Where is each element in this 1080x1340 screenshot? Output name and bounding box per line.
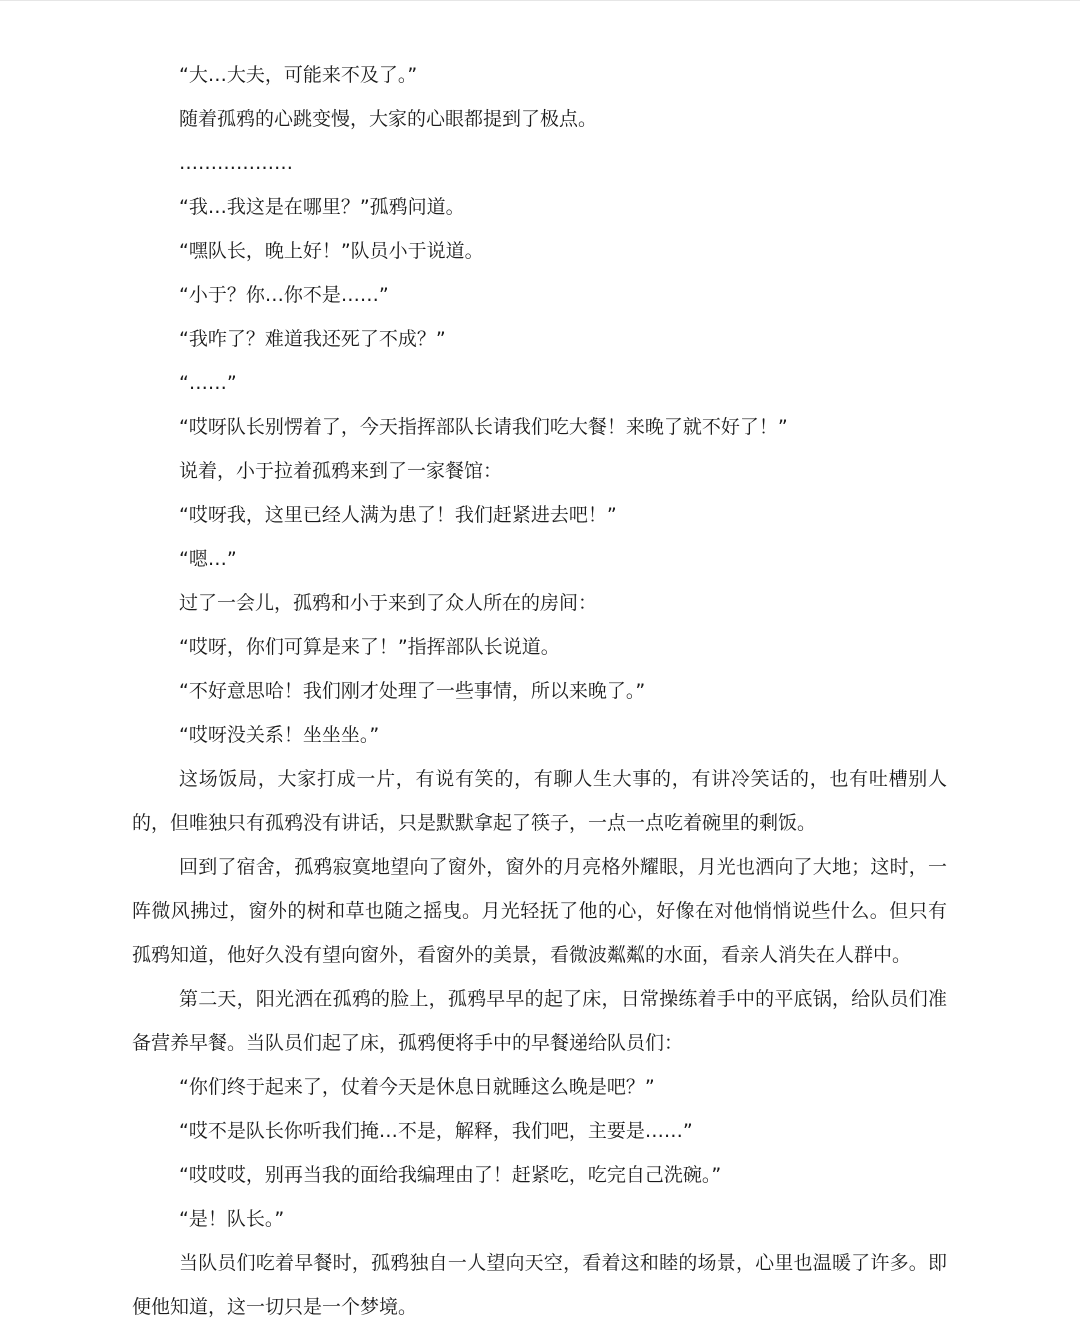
paragraph: “不好意思哈！我们刚才处理了一些事情，所以来晚了。” [179,680,646,702]
paragraph: “嗯…” [179,548,237,570]
paragraph: “……” [179,372,237,394]
paragraph: “大…大夫，可能来不及了。” [179,64,418,86]
paragraph: 回到了宿舍，孤鸦寂寞地望向了窗外，窗外的月亮格外耀眼，月光也洒向了大地；这时，一阵微风拂过，窗外的树和草也随之摇曳。月光轻抚了他的心，好像在对他悄悄说些什么。但只有孤鸦知道，他好久没有望向窗外，看窗外的美景，看微波粼粼的水面，看亲人消失在人群中。 [132,856,947,966]
paragraph: 这场饭局，大家打成一片，有说有笑的，有聊人生大事的，有讲冷笑话的，也有吐槽别人的，但唯独只有孤鸦没有讲话，只是默默拿起了筷子，一点一点吃着碗里的剩饭。 [132,768,947,834]
paragraph: “你们终于起来了，仗着今天是休息日就睡这么晚是吧？” [179,1076,655,1098]
paragraph: “是！队长。” [179,1208,285,1230]
paragraph: “哎哎哎，别再当我的面给我编理由了！赶紧吃，吃完自己洗碗。” [179,1164,722,1186]
paragraph: “小于？你…你不是……” [179,284,389,306]
paragraph: “嘿队长，晚上好！”队员小于说道。 [179,240,484,262]
paragraph: 说着，小于拉着孤鸦来到了一家餐馆： [179,460,503,482]
paragraph: “我咋了？难道我还死了不成？” [179,328,446,350]
paragraph: “哎不是队长你听我们掩…不是，解释，我们吧，主要是……” [179,1120,693,1142]
paragraph: 随着孤鸦的心跳变慢，大家的心眼都提到了极点。 [179,108,598,130]
paragraph: “我…我这是在哪里？”孤鸦问道。 [179,196,465,218]
paragraph: “哎呀，你们可算是来了！”指挥部队长说道。 [179,636,560,658]
paragraph: 第二天，阳光洒在孤鸦的脸上，孤鸦早早的起了床，日常操练着手中的平底锅，给队员们准备营养早餐。当队员们起了床，孤鸦便将手中的早餐递给队员们： [132,988,947,1054]
paragraph: “哎呀没关系！坐坐坐。” [179,724,380,746]
paragraph: “哎呀队长别愣着了，今天指挥部队长请我们吃大餐！来晚了就不好了！” [179,416,788,438]
paragraph: 当队员们吃着早餐时，孤鸦独自一人望向天空，看着这和睦的场景，心里也温暖了许多。即便他知道，这一切只是一个梦境。 [132,1252,947,1318]
story-text [132,53,947,1329]
paragraph: 过了一会儿，孤鸦和小于来到了众人所在的房间： [179,592,598,614]
paragraph: “哎呀我，这里已经人满为患了！我们赶紧进去吧！” [179,504,617,526]
ellipsis-separator: ……………… [179,152,293,174]
